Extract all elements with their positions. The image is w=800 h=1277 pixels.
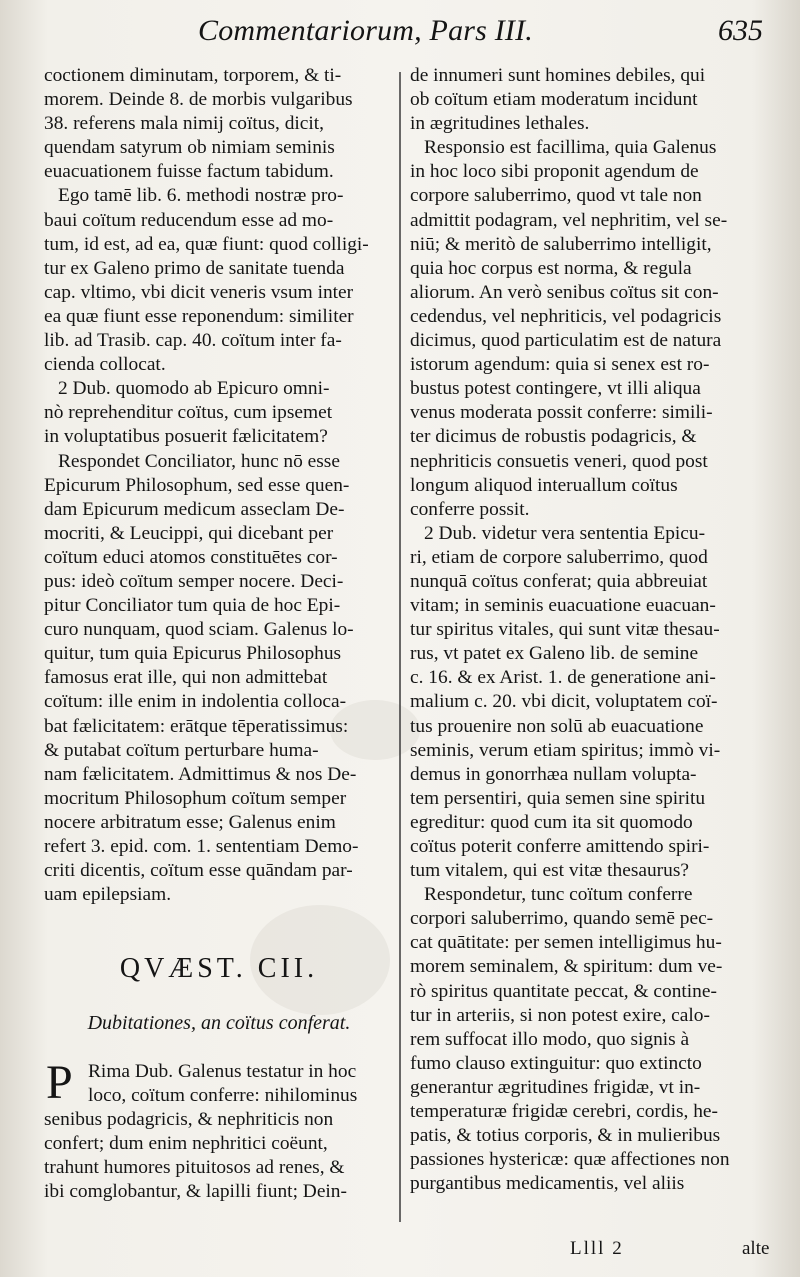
text-line: famosus erat ille, qui non admittebat xyxy=(44,667,328,689)
text-line: baui coïtum reducendum esse ad mo- xyxy=(44,209,334,231)
text-line: coctionem diminutam, torporem, & ti- xyxy=(44,65,342,86)
text-line: confert; dum enim nephritici coëunt, xyxy=(44,1133,328,1155)
text-line: & putabat coïtum perturbare huma- xyxy=(44,739,319,761)
text-line: dam Epicurum medicum asseclam De- xyxy=(44,498,345,520)
text-line: euacuationem fuisse factum tabidum. xyxy=(44,161,334,183)
text-line: tur spiritus vitales, qui sunt vitæ thesau- xyxy=(410,619,720,641)
text-line: cat quātitate: per semen intelligimus hu- xyxy=(410,932,722,954)
text-line: tum vitalem, qui est vitæ thesaurus? xyxy=(410,860,689,882)
text-line: coïtus poterit conferre amittendo spiri- xyxy=(410,836,710,857)
text-line: cedendus, vel nephriticis, vel podagricis xyxy=(410,305,722,327)
text-line: ea quæ fiunt esse reponendum: similiter xyxy=(44,305,354,327)
text-line: bat fælicitatem: erātque tēperatissimus: xyxy=(44,715,349,737)
question-body xyxy=(44,1056,394,1205)
text-line: c. 16. & ex Arist. 1. de generatione ani- xyxy=(410,667,716,689)
text-line: quitur, tum quia Epicurus Philosophus xyxy=(44,643,342,665)
text-line: cienda collocat. xyxy=(44,354,166,376)
signature-mark: Llll 2 xyxy=(570,1238,624,1259)
text-line: ter dicimus de robustis podagricis, & xyxy=(410,426,697,448)
text-line: ri, etiam de corpore saluberrimo, quod xyxy=(410,546,708,568)
catchword: alte xyxy=(742,1238,770,1259)
page-header xyxy=(0,12,800,52)
text-line: in voluptatibus posuerit fælicitatem? xyxy=(44,426,328,448)
text-line: bustus potest contingere, vt illi aliqua xyxy=(410,378,701,400)
text-line: patis, & totius corporis, & in mulieribus xyxy=(410,1125,721,1147)
text-line: cap. vltimo, vbi dicit veneris vsum inter xyxy=(44,281,354,303)
text-line: loco, coïtum conferre: nihilominus xyxy=(88,1085,358,1107)
text-line: rò spiritus quantitate peccat, & contine- xyxy=(410,980,717,1002)
right-column xyxy=(410,64,786,1196)
text-line: quendam satyrum ob nimiam seminis xyxy=(44,137,335,159)
text-line: venus moderata possit conferre: simili- xyxy=(410,402,713,424)
text-line: quia hoc corpus est norma, & regula xyxy=(410,257,692,279)
text-line: dicimus, quod particulatim est de natura xyxy=(410,330,722,352)
text-line: in ægritudines lethales. xyxy=(410,113,590,135)
text-line: corpore saluberrimo, quod vt tale non xyxy=(410,185,702,207)
text-line: conferre possit. xyxy=(410,498,530,520)
text-line: Responsio est facillima, quia Galenus xyxy=(424,137,717,159)
text-line: generantur ægritudines frigidæ, vt in- xyxy=(410,1076,701,1098)
text-line: in hoc loco sibi proponit agendum de xyxy=(410,161,699,183)
text-line: pus: ideò coïtum semper nocere. Deci- xyxy=(44,570,344,592)
text-line: Ego tamē lib. 6. methodi nostræ pro- xyxy=(58,185,344,207)
text-line: criti dicentis, coïtum esse quāndam par- xyxy=(44,860,353,882)
question-text xyxy=(44,1056,394,1205)
text-line: coïtum: ille enim in indolentia colloca- xyxy=(44,691,347,713)
text-line: nocere arbitratum esse; Galenus enim xyxy=(44,811,336,833)
text-line: morem seminalem, & spiritum: dum ve- xyxy=(410,956,723,978)
text-line: tus prouenire non solū ab euacuatione xyxy=(410,715,704,737)
text-line: Rima Dub. Galenus testatur in hoc xyxy=(88,1061,357,1082)
text-line: senibus podagricis, & nephriticis non xyxy=(44,1109,334,1131)
text-line: nò reprehenditur coïtus, cum ipsemet xyxy=(44,402,333,424)
running-title: Commentariorum, Pars III. xyxy=(198,14,533,47)
text-line: longum aliquod interuallum coïtus xyxy=(410,474,678,496)
text-line: morem. Deinde 8. de morbis vulgaribus xyxy=(44,89,353,111)
text-line: trahunt humores pituitosos ad renes, & xyxy=(44,1157,345,1179)
text-line: vitam; in seminis euacuatione euacuan- xyxy=(410,595,716,617)
text-line: demus in gonorrhæa nullam volupta- xyxy=(410,763,697,785)
question-subtitle: Dubitationes, an coïtus conferat. xyxy=(87,1012,351,1034)
text-line: uam epilepsiam. xyxy=(44,884,172,906)
text-line: refert 3. epid. com. 1. sententiam Demo- xyxy=(44,836,359,857)
text-line: rus, vt patet ex Galeno lib. de semine xyxy=(410,643,699,665)
text-line: malium c. 20. vbi dicit, voluptatem coï- xyxy=(410,691,718,713)
text-line: 38. referens mala nimij coïtus, dicit, xyxy=(44,113,325,135)
drop-cap: P xyxy=(46,1056,73,1109)
text-line: pitur Conciliator tum quia de hoc Epi- xyxy=(44,595,341,617)
text-line: egreditur: quod cum ita sit quomodo xyxy=(410,811,693,833)
text-line: lib. ad Trasib. cap. 40. coïtum inter fa- xyxy=(44,330,342,352)
text-line: nam fælicitatem. Admittimus & nos De- xyxy=(44,763,357,785)
text-line: ibi comglobantur, & lapilli fiunt; Dein- xyxy=(44,1181,347,1203)
text-line: passiones hystericæ: quæ affectiones non xyxy=(410,1149,730,1171)
text-line: corpori saluberrimo, quando semē pec- xyxy=(410,908,714,930)
text-line: rem suffocat illo modo, quo signis à xyxy=(410,1028,690,1050)
text-line: tum, id est, ad ea, quæ fiunt: quod colligi- xyxy=(44,233,369,255)
text-line: mocriti, & Leucippi, qui dicebant per xyxy=(44,522,334,544)
text-line: temperaturæ frigidæ cerebri, cordis, he- xyxy=(410,1101,718,1123)
text-line: seminis, verum etiam spiritus; immò vi- xyxy=(410,739,721,761)
question-heading: QVÆST. CII. xyxy=(119,953,319,984)
text-line: nunquā coïtus conferat; quia abbreuiat xyxy=(410,570,708,592)
text-line: Respondet Conciliator, hunc nō esse xyxy=(58,450,340,472)
text-line: 2 Dub. videtur vera sententia Epicu- xyxy=(424,522,706,544)
left-column xyxy=(44,64,394,907)
text-line: mocritum Philosophum coïtum semper xyxy=(44,787,347,809)
text-line: tur in arteriis, si non potest exire, calo- xyxy=(410,1004,710,1026)
column-divider xyxy=(399,72,401,1222)
page-number: 635 xyxy=(718,14,763,47)
text-line: Epicurum Philosophum, sed esse quen- xyxy=(44,474,350,496)
text-line: nephriticis consuetis veneri, quod post xyxy=(410,450,708,472)
text-line: curo nunquam, quod sciam. Galenus lo- xyxy=(44,619,354,641)
text-line: tem persentiri, quia semen sine spiritu xyxy=(410,787,706,809)
text-line: Respondetur, tunc coïtum conferre xyxy=(424,884,693,906)
text-line: istorum agendum: quia si senex est ro- xyxy=(410,354,710,376)
text-line: admittit podagram, vel nephritim, vel se- xyxy=(410,209,728,231)
text-line: tur ex Galeno primo de sanitate tuenda xyxy=(44,257,345,279)
text-line: de innumeri sunt homines debiles, qui xyxy=(410,65,706,86)
text-line: purgantibus medicamentis, vel aliis xyxy=(410,1173,685,1195)
text-line: ob coïtum etiam moderatum incidunt xyxy=(410,89,698,111)
text-line: coïtum educi atomos constituētes cor- xyxy=(44,546,338,568)
text-line: aliorum. An verò senibus coïtus sit con- xyxy=(410,281,719,303)
text-line: fumo clauso extinguitur: quo extincto xyxy=(410,1052,702,1074)
text-line: niū; & meritò de saluberrimo intelligit, xyxy=(410,233,712,255)
text-line: 2 Dub. quomodo ab Epicuro omni- xyxy=(58,378,330,400)
